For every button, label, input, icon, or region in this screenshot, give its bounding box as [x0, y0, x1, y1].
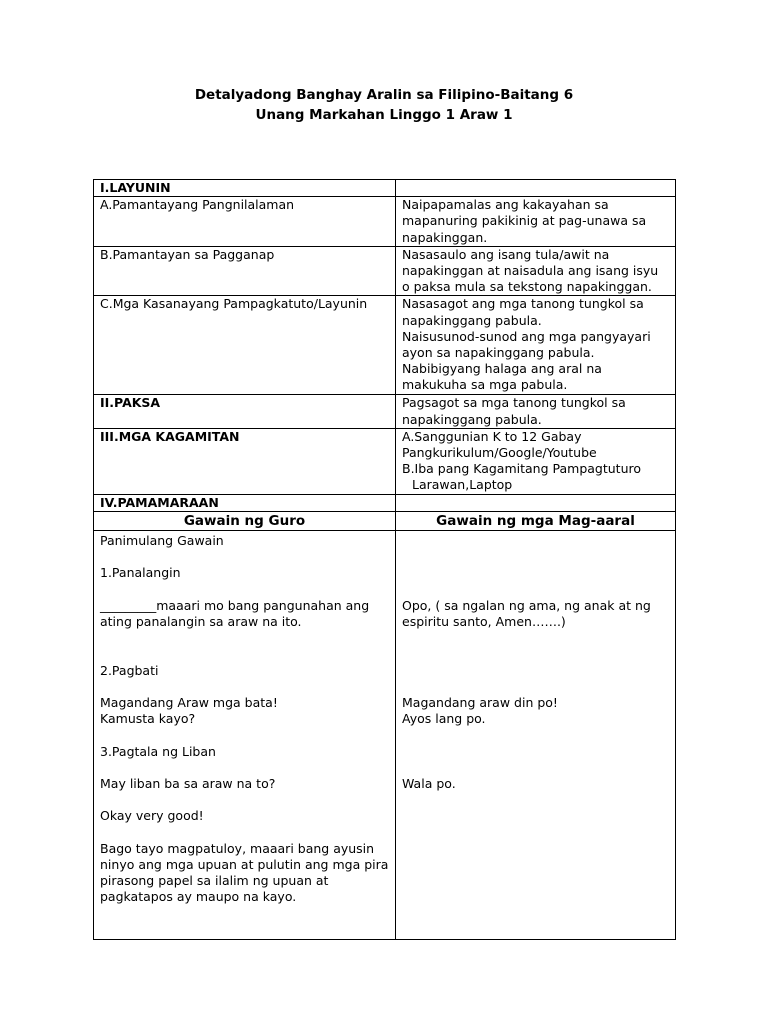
table-row — [94, 494, 676, 511]
paksa-heading: II.PAKSA — [94, 395, 396, 428]
layunin-item: Nabibigyang halaga ang aral na makukuha sa mga pabula. — [402, 361, 602, 393]
pamantayang-pangnilalaman-label: A.Pamantayang Pangnilalaman — [94, 197, 396, 247]
layunin-heading: I.LAYUNIN — [94, 180, 396, 197]
layunin-item: Naisusunod-sunod ang mga pangyayari ayon sa napakinggang pabula. — [402, 328, 651, 361]
gawain-ng-guro-header: Gawain ng Guro — [94, 512, 396, 531]
kagamitan-item: Larawan,Laptop — [412, 477, 513, 493]
kagamitan-value — [396, 428, 676, 494]
gawain-ng-mag-aaral-header: Gawain ng mga Mag-aaral — [396, 512, 676, 531]
table-row — [94, 428, 676, 494]
table-row — [94, 296, 676, 395]
empty-cell — [396, 180, 676, 197]
kagamitan-item: A.Sanggunian K to 12 Gabay Pangkurikulum/Google/Youtube — [402, 428, 597, 461]
table-row — [94, 395, 676, 428]
pagbati-response-2: Ayos lang po. — [402, 711, 486, 727]
kasanayang-pampagkatuto-value — [396, 296, 676, 395]
pamantayang-pangnilalaman-value: Naipapamalas ang kakayahan sa mapanuring pakikinig at pag-unawa sa napakinggan. — [396, 197, 676, 247]
pagbati-label: 2.Pagbati — [100, 662, 159, 678]
table-row — [94, 180, 676, 197]
gawain-guro-cell — [94, 531, 396, 940]
panimulang-gawain: Panimulang Gawain — [100, 533, 224, 549]
panalangin-label: 1.Panalangin — [100, 565, 181, 581]
pagbati-response: Magandang araw din po! — [402, 694, 558, 710]
table-row — [94, 246, 676, 296]
kagamitan-heading: III.MGA KAGAMITAN — [94, 428, 396, 494]
bago-tayo-text: Bago tayo magpatuloy, maaari bang ayusin ninyo ang mga upuan at pulutin ang mga pira pirasong papel sa ilalim ng upuan at pagkatapos ay maupo na kayo. — [100, 840, 389, 905]
pagbati-question: Kamusta kayo? — [100, 711, 196, 727]
document-subtitle: Unang Markahan Linggo 1 Araw 1 — [255, 107, 513, 123]
kagamitan-item: B.Iba pang Kagamitang Pampagtuturo — [402, 461, 642, 477]
layunin-item: Nasasagot ang mga tanong tungkol sa napakinggang pabula. — [402, 296, 644, 328]
document-title: Detalyadong Banghay Aralin sa Filipino-Baitang 6 — [194, 87, 574, 103]
pamantayan-sa-pagganap-label: B.Pamantayan sa Pagganap — [94, 246, 396, 296]
pagbati-greeting: Magandang Araw mga bata! — [100, 694, 278, 710]
gawain-mag-aaral-cell — [396, 531, 676, 940]
liban-question: May liban ba sa araw na to? — [100, 775, 276, 791]
lesson-plan-table — [93, 179, 676, 940]
table-row — [94, 197, 676, 247]
empty-cell — [396, 494, 676, 511]
pamantayan-sa-pagganap-value: Nasasaulo ang isang tula/awit na napakinggan at naisadula ang isang isyu o paksa mula sa tekstong napakinggan. — [396, 246, 676, 296]
panalangin-text: _________maaari mo bang pangunahan ang ating panalangin sa araw na ito. — [100, 597, 370, 630]
okay-text: Okay very good! — [100, 808, 204, 824]
kasanayang-pampagkatuto-label: C.Mga Kasanayang Pampagkatuto/Layunin — [94, 296, 396, 395]
pagtala-ng-liban-label: 3.Pagtala ng Liban — [100, 743, 216, 759]
table-row — [94, 531, 676, 940]
table-row — [94, 512, 676, 531]
panalangin-response: Opo, ( sa ngalan ng ama, ng anak at ng espiritu santo, Amen…….) — [402, 597, 651, 629]
pamamaraan-heading: IV.PAMAMARAAN — [94, 494, 396, 511]
paksa-value: Pagsagot sa mga tanong tungkol sa napakinggang pabula. — [396, 395, 676, 428]
liban-response: Wala po. — [402, 775, 456, 791]
